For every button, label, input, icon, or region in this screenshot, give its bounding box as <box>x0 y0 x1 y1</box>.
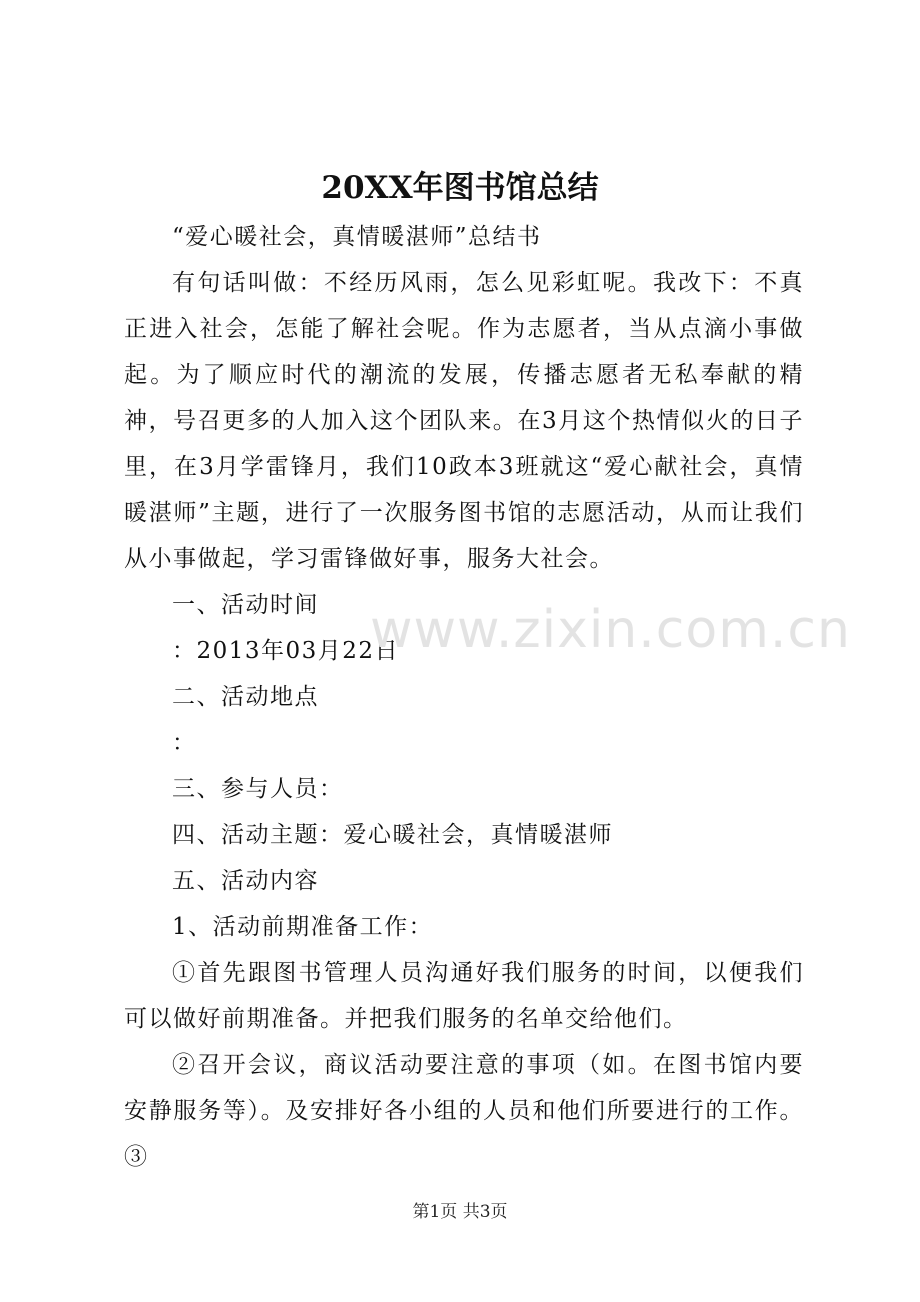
section-heading-time: 一、活动时间 <box>172 592 319 618</box>
page-footer: 第1页 共3页 <box>412 1202 508 1222</box>
document-title: 20XX年图书馆总结 <box>321 170 599 206</box>
document-body <box>124 214 804 1180</box>
preparation-item-1: ①首先跟图书管理人员沟通好我们服务的时间，以便我们可以做好前期准备。并把我们服务的名单交给他们。 <box>124 960 804 1032</box>
activity-location: ： <box>172 730 197 756</box>
preparation-item-2: ②召开会议，商议活动要注意的事项（如。在图书馆内要安静服务等）。及安排好各小组的人员和他们所要进行的工作。③ <box>124 1052 804 1170</box>
section-heading-participants: 三、参与人员： <box>172 776 344 802</box>
subsection-preparation: 1、活动前期准备工作： <box>172 914 434 940</box>
subtitle-paragraph: “爱心暖社会，真情暖湛师”总结书 <box>172 224 542 250</box>
section-heading-location: 二、活动地点 <box>172 684 319 710</box>
section-heading-content: 五、活动内容 <box>172 868 319 894</box>
watermark: www.zixin.com.cn <box>370 600 851 660</box>
intro-paragraph: 有句话叫做：不经历风雨，怎么见彩虹呢。我改下：不真正进入社会，怎能了解社会呢。作为志愿者，当从点滴小事做起。为了顺应时代的潮流的发展，传播志愿者无私奉献的精神，号召更多的人加入这个团队来。在3月这个热情似火的日子里，在3月学雷锋月，我们10政本3班就这“爱心献社会，真情暖湛师”主题，进行了一次服务图书馆的志愿活动，从而让我们从小事做起，学习雷锋做好事，服务大社会。 <box>124 270 804 572</box>
section-heading-theme: 四、活动主题：爱心暖社会，真情暖湛师 <box>172 822 613 848</box>
activity-date: ：2013年03月22日 <box>172 638 400 664</box>
